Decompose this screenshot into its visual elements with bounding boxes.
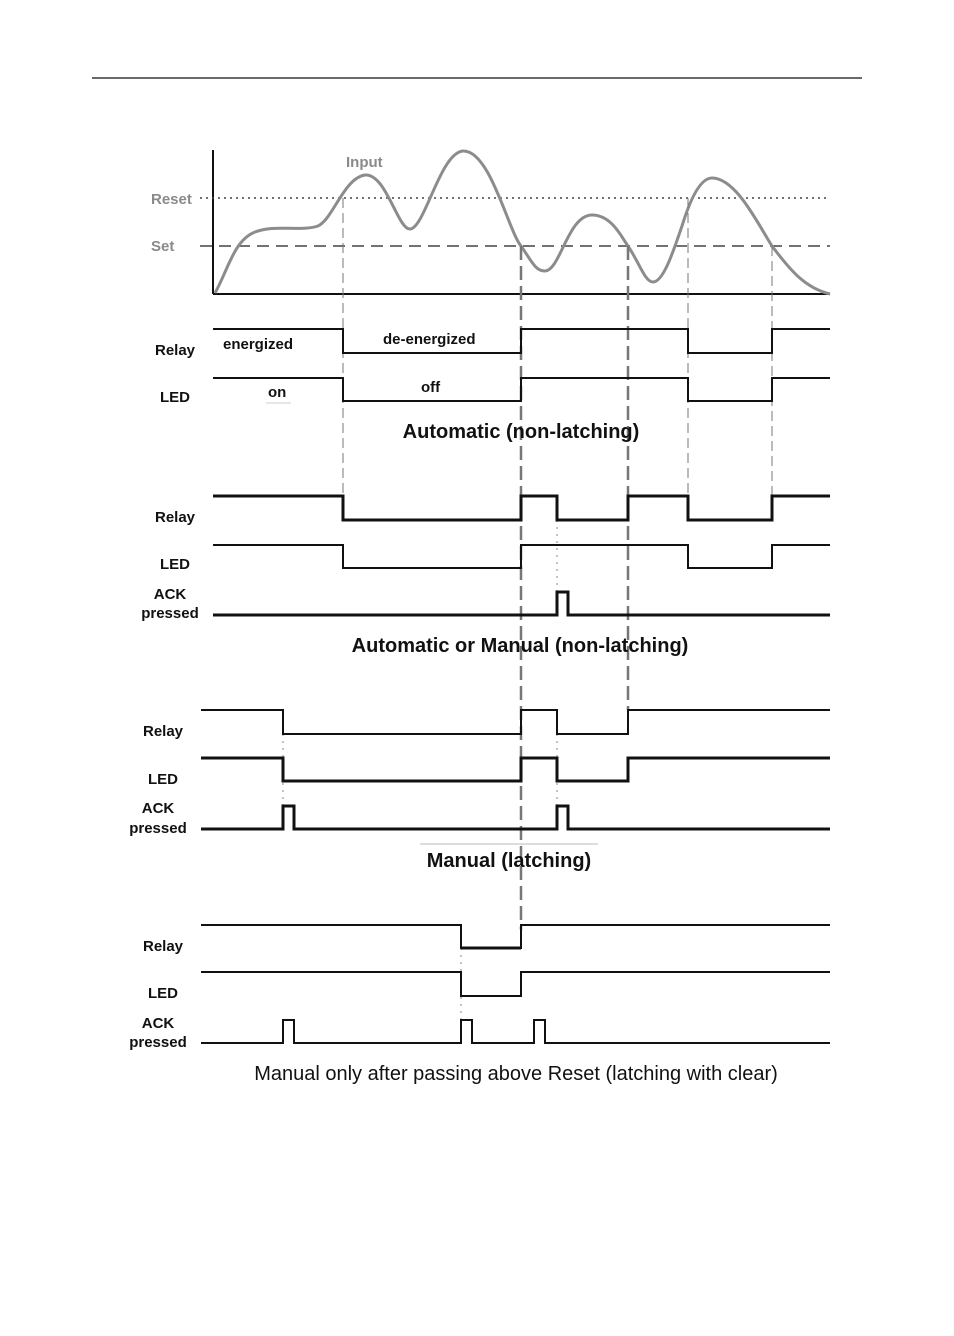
reset-label: Reset: [151, 191, 192, 208]
input-curve-label: Input: [346, 154, 383, 171]
relay-signal: [213, 496, 830, 520]
relay-label: Relay: [155, 342, 196, 359]
section-manual-latching-with-clear: [129, 925, 830, 1085]
input-plot: [151, 150, 830, 294]
led-label: LED: [148, 985, 178, 1002]
led-label: LED: [160, 389, 190, 406]
led-signal: [201, 758, 830, 781]
led-label: LED: [148, 771, 178, 788]
relay-state-de-energized: de-energized: [383, 331, 476, 348]
relay-label: Relay: [143, 938, 184, 955]
relay-signal: [213, 329, 830, 353]
section-caption: Automatic or Manual (non-latching): [351, 635, 689, 657]
relay-signal: [201, 710, 830, 734]
section-manual-latching: [129, 710, 830, 872]
ack-label-line2: pressed: [141, 605, 199, 622]
led-signal: [213, 378, 830, 401]
led-signal: [201, 972, 830, 996]
section-automatic-or-manual-non-latching: [141, 496, 830, 657]
section-automatic-non-latching: [155, 329, 830, 443]
ack-label-line2: pressed: [129, 820, 187, 837]
ack-signal: [201, 806, 830, 829]
led-state-on: on: [268, 384, 287, 401]
set-label: Set: [151, 238, 175, 255]
relay-label: Relay: [143, 723, 184, 740]
section-caption: Manual only after passing above Reset (latching with clear): [254, 1063, 778, 1085]
section-caption: Automatic (non-latching): [402, 421, 640, 443]
ack-label-line2: pressed: [129, 1034, 187, 1051]
led-signal: [213, 545, 830, 568]
input-curve: [215, 151, 830, 294]
relay-state-energized: energized: [223, 336, 294, 353]
section-caption: Manual (latching): [426, 850, 592, 872]
ack-label-line1: ACK: [141, 1015, 175, 1032]
relay-signal: [201, 925, 830, 948]
ack-label-line1: ACK: [153, 586, 187, 603]
led-state-off: off: [421, 379, 441, 396]
guide-lines: [283, 198, 772, 1020]
relay-label: Relay: [155, 509, 196, 526]
ack-signal: [201, 1020, 830, 1043]
ack-label-line1: ACK: [141, 800, 175, 817]
led-label: LED: [160, 556, 190, 573]
